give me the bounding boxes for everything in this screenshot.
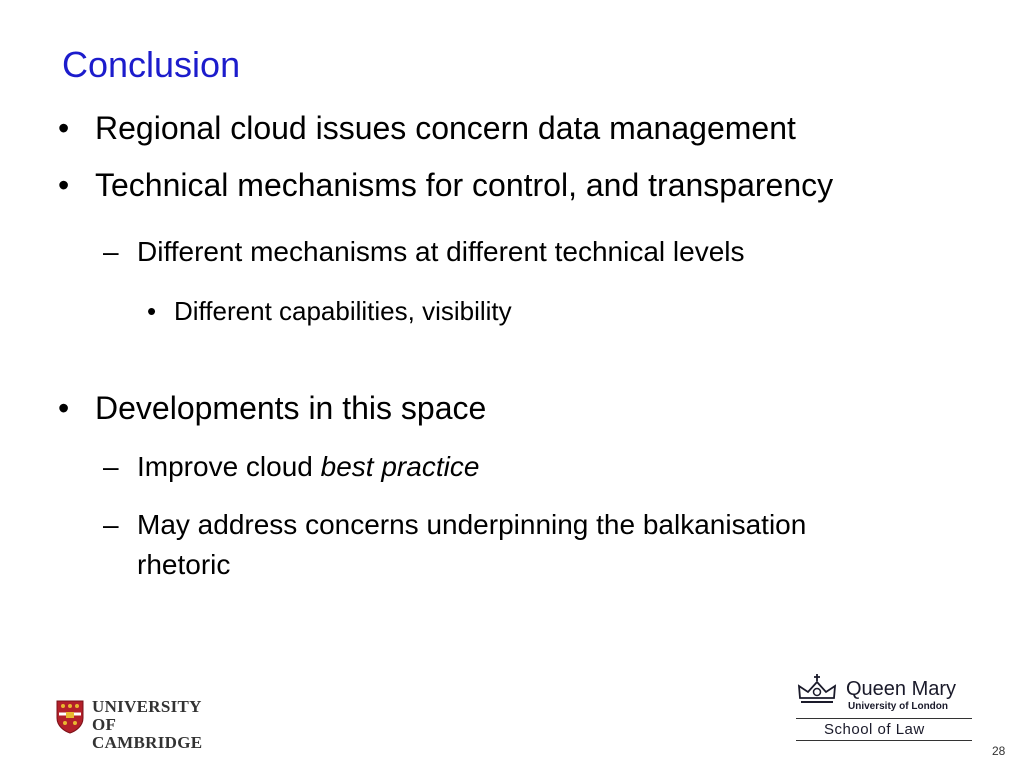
bullet-marker: • — [58, 167, 70, 203]
sub-bullet-text-continuation: rhetoric — [137, 549, 231, 580]
dash-marker: – — [103, 451, 119, 482]
cambridge-line2: CAMBRIDGE — [92, 733, 203, 752]
slide-title: Conclusion — [62, 44, 241, 85]
bullet-text: Technical mechanisms for control, and transparency — [95, 167, 834, 203]
sub-sub-bullet-text: Different capabilities, visibility — [174, 296, 512, 326]
bullet-marker: • — [147, 296, 157, 326]
crown-icon — [796, 672, 838, 708]
sub-bullet-text-plain: Improve cloud — [137, 451, 321, 482]
queen-mary-logo — [796, 670, 976, 744]
dash-marker: – — [103, 236, 119, 267]
queen-mary-subtitle: University of London — [848, 701, 948, 712]
emphasis-text: best practice — [320, 451, 480, 482]
bullet-text: Developments in this space — [95, 390, 487, 426]
divider — [796, 718, 972, 719]
cambridge-logo — [56, 697, 226, 752]
cambridge-wordmark — [92, 698, 226, 752]
dash-marker: – — [103, 509, 119, 540]
divider — [796, 740, 972, 741]
school-name: School of Law — [824, 721, 925, 738]
queen-mary-name: Queen Mary — [846, 678, 957, 700]
page-number: 28 — [992, 744, 1006, 758]
bullet-text: Regional cloud issues concern data management — [95, 110, 796, 146]
sub-bullet-text — [137, 451, 479, 483]
sub-bullet-text: May address concerns underpinning the balkanisation — [137, 509, 807, 540]
cambridge-shield-icon — [56, 700, 84, 734]
cambridge-line1: UNIVERSITY OF — [92, 697, 202, 734]
bullet-marker: • — [58, 390, 70, 426]
sub-bullet-text: Different mechanisms at different technical levels — [137, 236, 745, 267]
bullet-marker: • — [58, 110, 70, 146]
